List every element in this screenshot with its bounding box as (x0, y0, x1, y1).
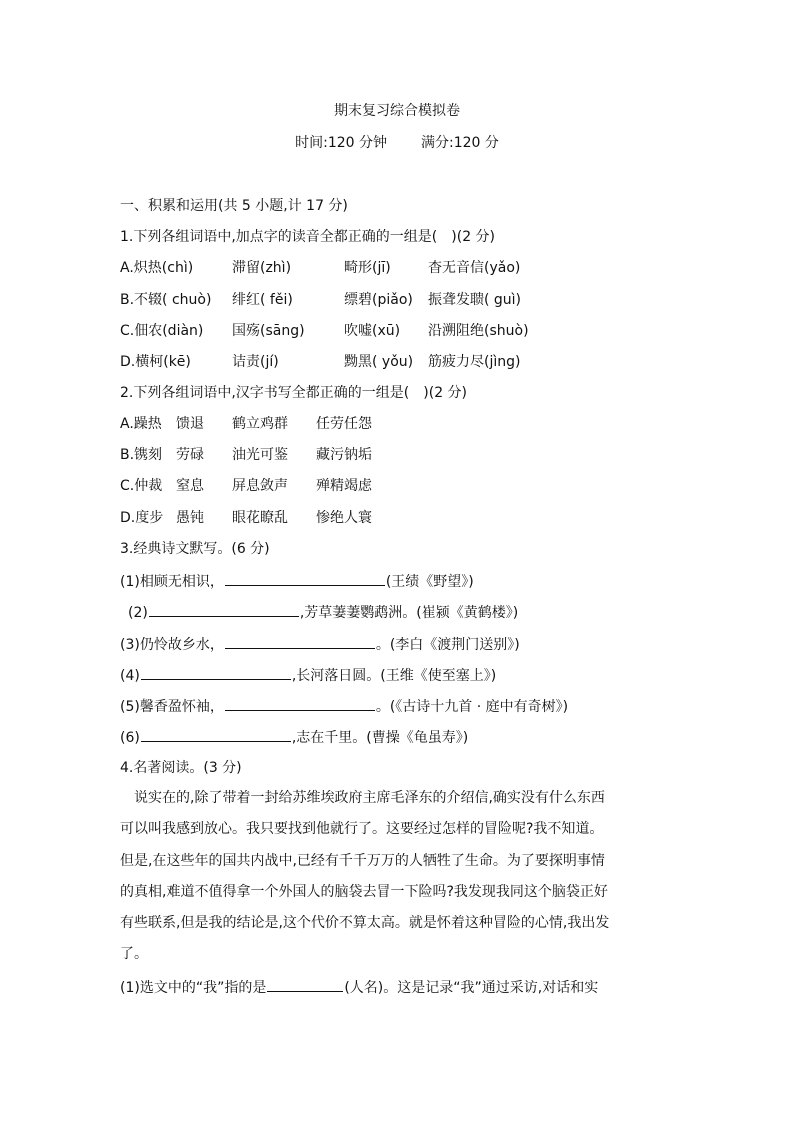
passage-line: 的真相,难道不值得拿一个外国人的脑袋去冒一下险吗?我发现我同这个脑袋正好 (120, 883, 608, 900)
answer-blank[interactable] (267, 977, 343, 992)
poem-item: (6) ,志在千里。(曹操《龟虽寿》) (120, 727, 468, 747)
exam-info (0, 134, 794, 152)
answer-blank[interactable] (141, 665, 291, 680)
answer-blank[interactable] (225, 571, 385, 586)
exam-page: 期末复习综合模拟卷 时间:120 分钟 满分:120 分 一、积累和运用(共 5 小题,计 17 分) 1.下列各组词语中,加点字的读音全都正确的一组是( )(2 分) A.炽热(chì) 滞留(zhì) 畸形(jī) 杳无音信(yǎo) B.不辍( chuò) 绯红( fěi) 缥碧(piǎo) 振聋发聩( guì) C.佃农(diàn) 国殇(sāng) 吹嘘(xū) 沿溯阻绝(shuò) D.横柯(kē) 诘责(jí) 黝黑( yǒu) 筋疲力尽(jìng) 2.下列各组词语中,汉字书写全都正确的一组是( )(2 分) A.躁热 馈退 鹤立鸡群 任劳任怨 B.镌刻 劳碌 油光可鉴 藏污钠垢 C.仲裁 窒息 屏息敛声 殚精竭虑 D.度步 愚钝 眼花瞭乱 惨绝人寰 3.经典诗文默写。(6 分) (1)相顾无相识， (王绩《野望》) (2) ,芳草萋萋鹦鹉洲。(崔颍《黄鹤楼》) (3)仍怜故乡水， 。(李白《渡荆门送别》) (4) ,长河落日圆。(王维《使至塞上》) (5)馨香盈怀袖， 。(《古诗十九首 · 庭中有奇树》) (6) ,志在千里。(曹操《龟虽寿》) 4.名著阅读。(3 分) 说实在的,除了带着一封给苏维埃政府主席毛泽东的介绍信,确实没有什么东西 可以叫我感到放心。我只要找到他就行了。这要经过怎样的冒险呢?我不知道。 但是,在这些年的国共内战中,已经有千千万万的人牺牲了生命。为了要探明事情 的真相,难道不值得拿一个外国人的脑袋去冒一下险吗?我发现我同这个脑袋正好 有些联系,但是我的结论是,这个代价不算太高。就是怀着这种冒险的心情,我出发 了。 (1)选文中的“我”指的是 (人名)。这是记录“我”通过采访,对话和实 (0, 0, 794, 1123)
time-limit: 时间:120 分钟 (295, 135, 387, 151)
reading-passage (120, 783, 676, 971)
passage-line: 但是,在这些年的国共内战中,已经有千千万万的人牺牲了生命。为了要探明事情 (120, 852, 605, 869)
answer-blank[interactable] (141, 727, 291, 742)
poem-item: (3)仍怜故乡水， 。(李白《渡荆门送别》) (120, 634, 520, 654)
passage-line: 说实在的,除了带着一封给苏维埃政府主席毛泽东的介绍信,确实没有什么东西 (134, 790, 605, 806)
passage-line: 有些联系,但是我的结论是,这个代价不算太高。就是怀着这种冒险的心情,我出发 (120, 915, 610, 932)
question-2-stem: 2.下列各组词语中,汉字书写全都正确的一组是( )(2 分) (120, 385, 468, 401)
section-heading: 一、积累和运用(共 5 小题,计 17 分) (120, 198, 348, 214)
passage-line: 可以叫我感到放心。我只要找到他就行了。这要经过怎样的冒险呢?我不知道。 (120, 821, 604, 838)
question-1-stem: 1.下列各组词语中,加点字的读音全都正确的一组是( )(2 分) (120, 229, 496, 245)
poem-item: (2) ,芳草萋萋鹦鹉洲。(崔颍《黄鹤楼》) (128, 602, 518, 622)
question-3-stem: 3.经典诗文默写。(6 分) (120, 541, 270, 557)
question-4-stem: 4.名著阅读。(3 分) (120, 760, 242, 776)
full-score: 满分:120 分 (421, 135, 499, 151)
question-4-sub-1: (1)选文中的“我”指的是 (人名)。这是记录“我”通过采访,对话和实 (120, 977, 598, 997)
poem-item: (5)馨香盈怀袖， 。(《古诗十九首 · 庭中有奇树》) (120, 696, 568, 716)
page-title: 期末复习综合模拟卷 (334, 103, 460, 119)
passage-line: 了。 (120, 946, 148, 963)
answer-blank[interactable] (149, 602, 299, 617)
answer-blank[interactable] (225, 634, 375, 649)
poem-item: (4) ,长河落日圆。(王维《使至塞上》) (120, 665, 496, 685)
answer-blank[interactable] (225, 696, 375, 711)
poem-item: (1)相顾无相识， (王绩《野望》) (120, 571, 474, 591)
